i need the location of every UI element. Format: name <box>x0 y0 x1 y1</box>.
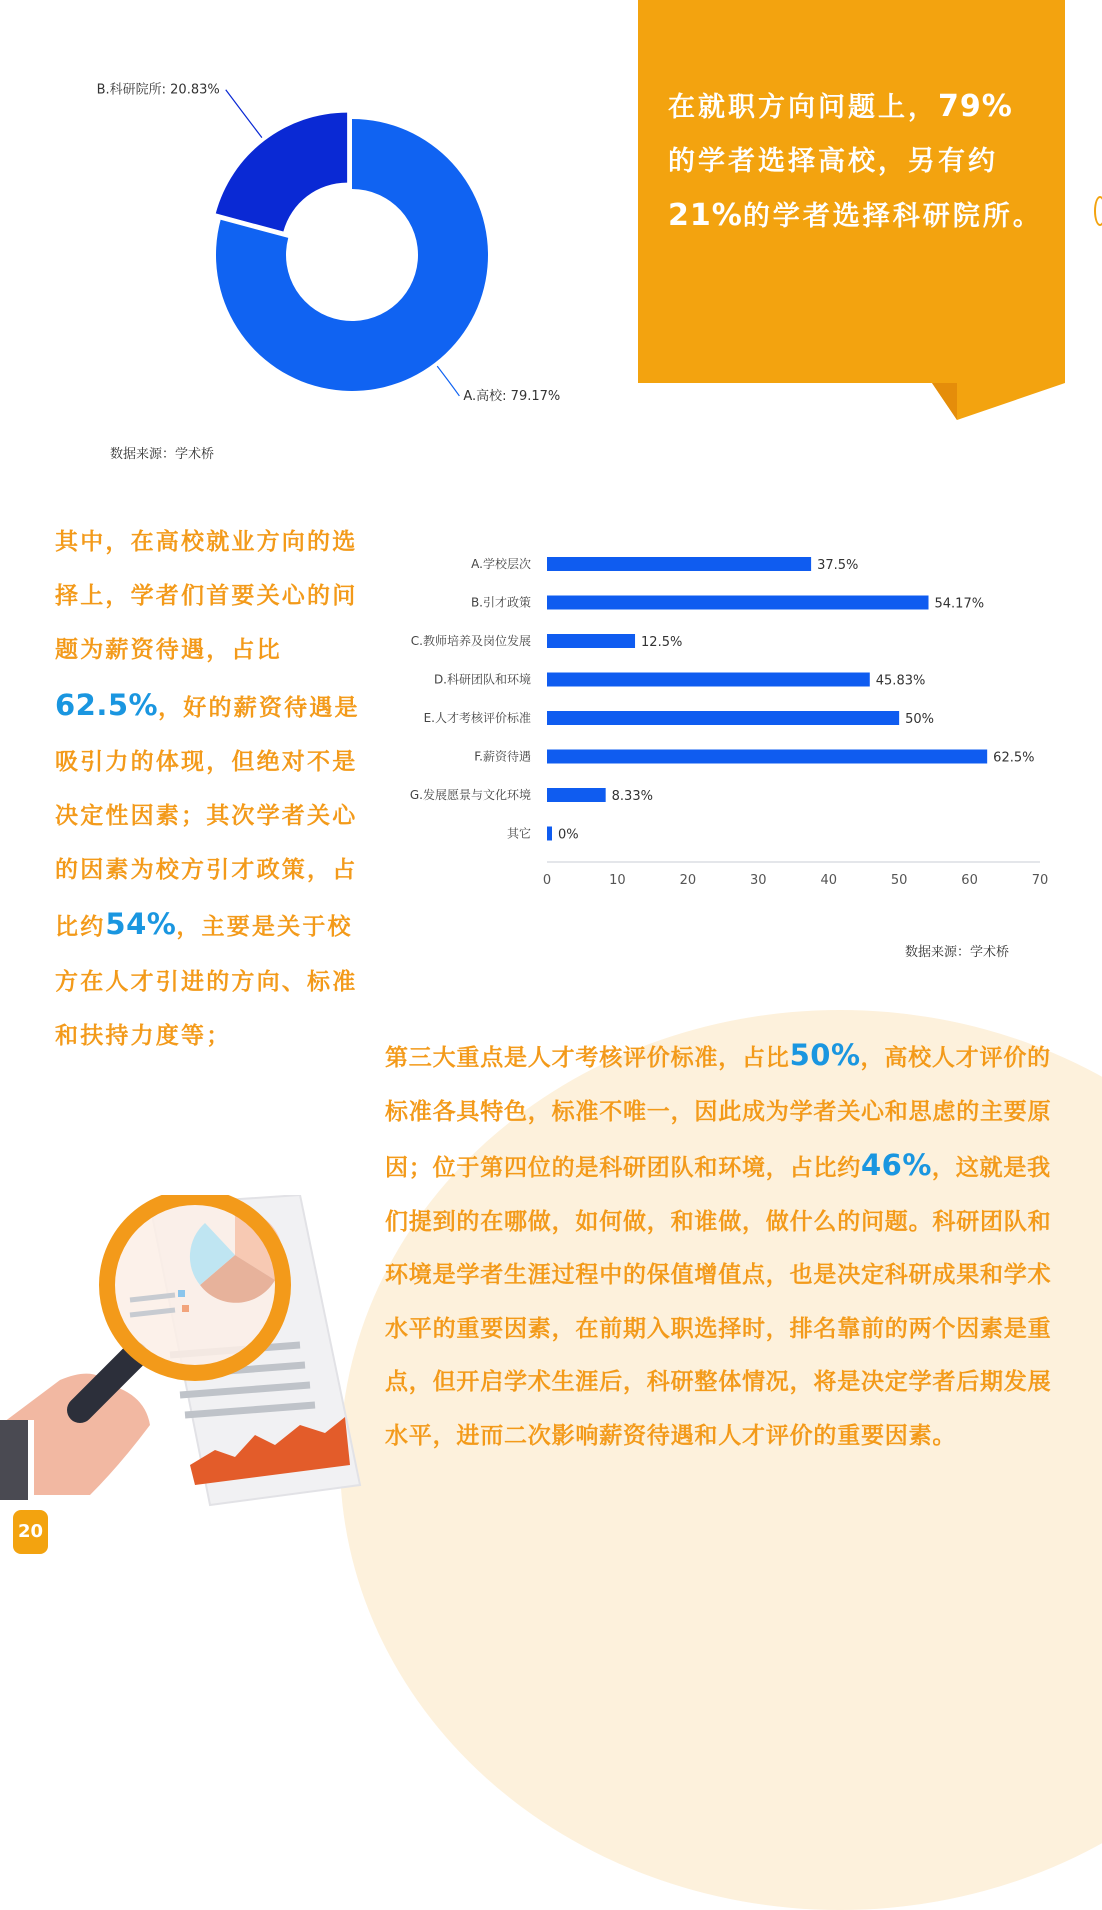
donut-source: 数据来源：学术桥 <box>110 447 215 462</box>
bar-category-label: 其它 <box>506 826 531 841</box>
bar <box>547 788 606 802</box>
left-text-part1: 其中，在高校就业方向的选择上，学者们首要关心的问题为薪资待遇，占比 <box>55 529 358 664</box>
bar-category-label: G.发展愿景与文化环境 <box>409 788 531 802</box>
bar-value-label: 45.83% <box>875 673 926 689</box>
highlight-46: 46% <box>861 1148 932 1182</box>
donut-slice-2 <box>216 113 347 232</box>
bar-value-label: 37.5% <box>817 558 859 573</box>
bar-category-label: D.科研团队和环境 <box>433 672 531 687</box>
bar <box>547 557 811 571</box>
callout-line2: 的学者选择高校，另有约 <box>668 146 998 177</box>
x-tick-label: 10 <box>609 873 626 885</box>
donut-leader-line <box>437 366 459 396</box>
bar-category-label: C.教师培养及岗位发展 <box>410 634 531 648</box>
bar <box>547 673 870 687</box>
bar-value-label: 12.5% <box>641 635 683 650</box>
x-tick-label: 40 <box>820 873 837 885</box>
donut-label-1: A.高校: 79.17% <box>463 388 561 404</box>
donut-label-2: B.科研院所: 20.83% <box>96 82 220 98</box>
highlight-50: 50% <box>789 1038 861 1072</box>
donut-chart <box>0 0 600 420</box>
bar <box>547 750 987 764</box>
callout-line1: 在就职方向问题上， <box>668 92 938 123</box>
callout-text <box>668 80 1048 244</box>
bar-value-label: 54.17% <box>934 596 985 612</box>
edge-decoration <box>1094 196 1102 226</box>
left-text-part2: ，好的薪资待遇是吸引力的体现，但绝对不是决定性因素；其次学者关心的因素为校方引才政策，占比约 <box>55 694 360 941</box>
bar <box>547 711 899 725</box>
bar-category-label: E.人才考核评价标准 <box>423 711 531 725</box>
bar-category-label: F.薪资待遇 <box>474 749 531 764</box>
page-number: 20 <box>13 1510 48 1554</box>
x-tick-label: 0 <box>542 873 552 885</box>
bar-value-label: 8.33% <box>611 789 653 804</box>
bottom-paragraph <box>385 1029 1065 1463</box>
x-tick-label: 60 <box>961 873 978 885</box>
callout-line3: 的学者选择科研院所。 <box>742 201 1043 232</box>
donut-leader-line <box>226 90 262 138</box>
left-paragraph <box>55 515 365 1063</box>
highlight-62-5: 62.5% <box>55 687 159 722</box>
bottom-text-part3: ，这就是我们提到的在哪做，如何做，和谁做，做什么的问题。科研团队和环境是学者生涯过程中的保值增值点，也是决定科研成果和学术水平的重要因素，在前期入职选择时，排名靠前的两个因素是重点，但开启学术生涯后，科研整体情况，将是决定学者后期发展水平，进而二次影响薪资待遇和人才评价的重要因素。 <box>385 1155 1052 1449</box>
x-tick-label: 30 <box>750 873 767 885</box>
bottom-text-part1: 第三大重点是人才考核评价标准，占比 <box>385 1045 790 1071</box>
callout-percent-21: 21% <box>668 198 743 233</box>
left-text-part3: ，主要是关于校方在人才引进的方向、标准和扶持力度等； <box>55 914 358 1049</box>
bottom-text-part2: ，高校人才评价的标准各具特色，标准不唯一，因此成为学者关心和思虑的主要原因；位于第四位的是科研团队和环境，占比约 <box>385 1045 1052 1181</box>
bar-source: 数据来源：学术桥 <box>905 945 1010 960</box>
bar-category-label: B.引才政策 <box>470 595 531 610</box>
bar-category-label: A.学校层次 <box>471 557 531 571</box>
highlight-54: 54% <box>105 907 177 942</box>
callout-percent-79: 79% <box>938 89 1013 124</box>
bar-value-label: 0% <box>558 827 579 843</box>
bar <box>547 596 929 610</box>
x-tick-label: 70 <box>1031 873 1049 885</box>
x-tick-label: 20 <box>679 873 697 885</box>
bar-value-label: 62.5% <box>993 750 1035 766</box>
hand-icon <box>0 1374 150 1500</box>
bar <box>547 827 552 841</box>
bar <box>547 634 635 648</box>
magnifier-illustration <box>0 1195 380 1555</box>
bar-value-label: 50% <box>905 712 935 727</box>
x-tick-label: 50 <box>890 873 908 885</box>
bar-chart <box>380 545 1100 885</box>
